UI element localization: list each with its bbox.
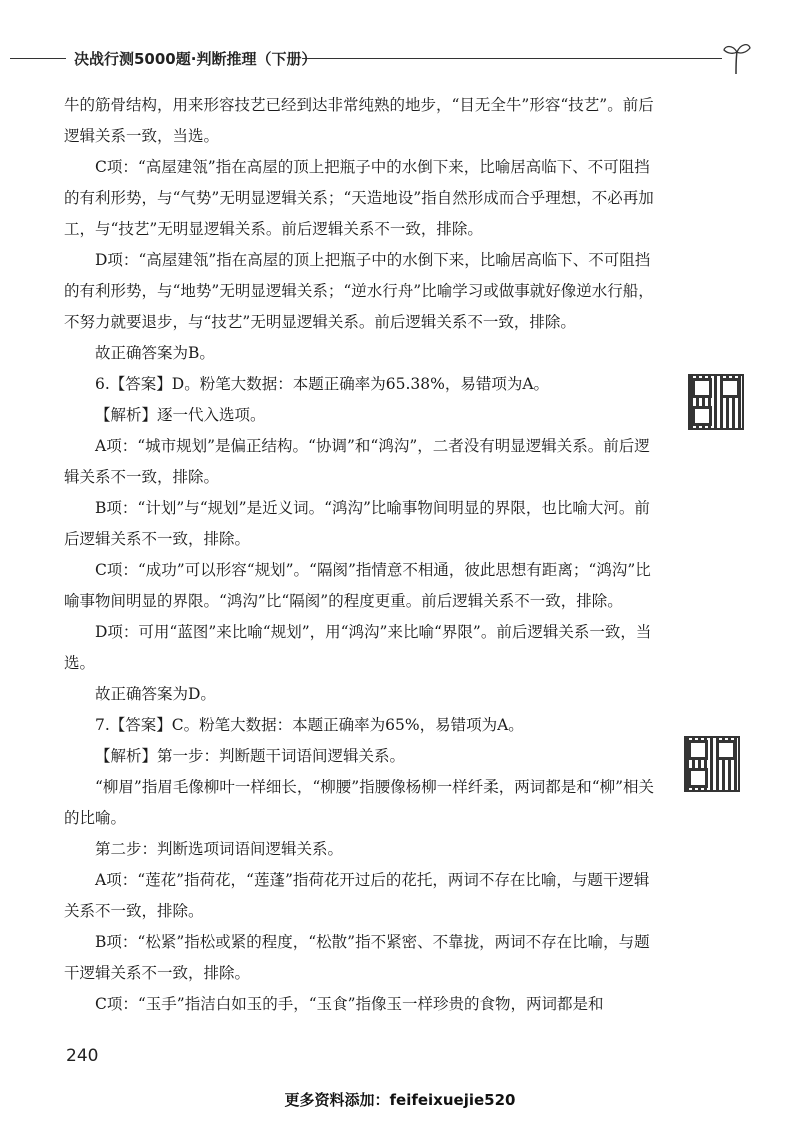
paragraph: C项：“玉手”指洁白如玉的手，“玉食”指像玉一样珍贵的食物，两词都是和 <box>95 995 604 1013</box>
qr-code-icon[interactable] <box>684 736 740 792</box>
qr-code-icon[interactable] <box>688 374 744 430</box>
header-rule-right <box>302 58 722 59</box>
body-text <box>64 90 658 1020</box>
paragraph: C项：“成功”可以形容“规划”。“隔阂”指情意不相通，彼此思想有距离；“鸿沟”比喻事物间明显的界限。“鸿沟”比“隔阂”的程度更重。前后逻辑关系不一致，排除。 <box>64 561 651 610</box>
answer-paragraph: 6.【答案】D。粉笔大数据：本题正确率为65.38%，易错项为A。 <box>95 375 550 393</box>
analysis-paragraph: 【解析】逐一代入选项。 <box>95 406 266 424</box>
page-number: 240 <box>66 1046 99 1066</box>
running-header <box>0 40 800 76</box>
header-rule-left <box>10 58 66 59</box>
paragraph: C项：“高屋建瓴”指在高屋的顶上把瓶子中的水倒下来，比喻居高临下、不可阻挡的有利形势，与“气势”无明显逻辑关系；“天造地设”指自然形成而合乎理想，不必再加工，与“技艺”无明显逻辑关系。前后逻辑关系不一致，排除。 <box>64 158 654 238</box>
paragraph: 第二步：判断选项词语间逻辑关系。 <box>95 840 344 858</box>
paragraph: D项：可用“蓝图”来比喻“规划”，用“鸿沟”来比喻“界限”。前后逻辑关系一致，当选。 <box>64 623 652 672</box>
header-title: 决战行测5000题·判断推理（下册） <box>74 50 317 68</box>
paragraph: B项：“松紧”指松或紧的程度，“松散”指不紧密、不靠拢，两词不存在比喻，与题干逻辑关系不一致，排除。 <box>64 933 650 982</box>
paragraph: A项：“城市规划”是偏正结构。“协调”和“鸿沟”，二者没有明显逻辑关系。前后逻辑关系不一致，排除。 <box>64 437 650 486</box>
sprout-icon <box>722 40 752 74</box>
footer-note: 更多资料添加：feifeixuejie520 <box>284 1091 516 1109</box>
paragraph: B项：“计划”与“规划”是近义词。“鸿沟”比喻事物间明显的界限，也比喻大河。前后逻辑关系不一致，排除。 <box>64 499 650 548</box>
paragraph: A项：“莲花”指荷花，“莲蓬”指荷花开过后的花托，两词不存在比喻，与题干逻辑关系不一致，排除。 <box>64 871 650 920</box>
paragraph: “柳眉”指眉毛像柳叶一样细长，“柳腰”指腰像杨柳一样纤柔，两词都是和“柳”相关的比喻。 <box>64 778 655 827</box>
paragraph: 牛的筋骨结构，用来形容技艺已经到达非常纯熟的地步，“目无全牛”形容“技艺”。前后逻辑关系一致，当选。 <box>64 96 654 145</box>
paragraph: D项：“高屋建瓴”指在高屋的顶上把瓶子中的水倒下来，比喻居高临下、不可阻挡的有利形势，与“地势”无明显逻辑关系；“逆水行舟”比喻学习或做事就好像逆水行船，不努力就要退步，与“技艺”无明显逻辑关系。前后逻辑关系不一致，排除。 <box>64 251 654 331</box>
answer-paragraph: 7.【答案】C。粉笔大数据：本题正确率为65%，易错项为A。 <box>95 716 524 734</box>
paragraph: 故正确答案为B。 <box>95 344 215 362</box>
paragraph: 故正确答案为D。 <box>95 685 216 703</box>
analysis-paragraph: 【解析】第一步：判断题干词语间逻辑关系。 <box>95 747 406 765</box>
